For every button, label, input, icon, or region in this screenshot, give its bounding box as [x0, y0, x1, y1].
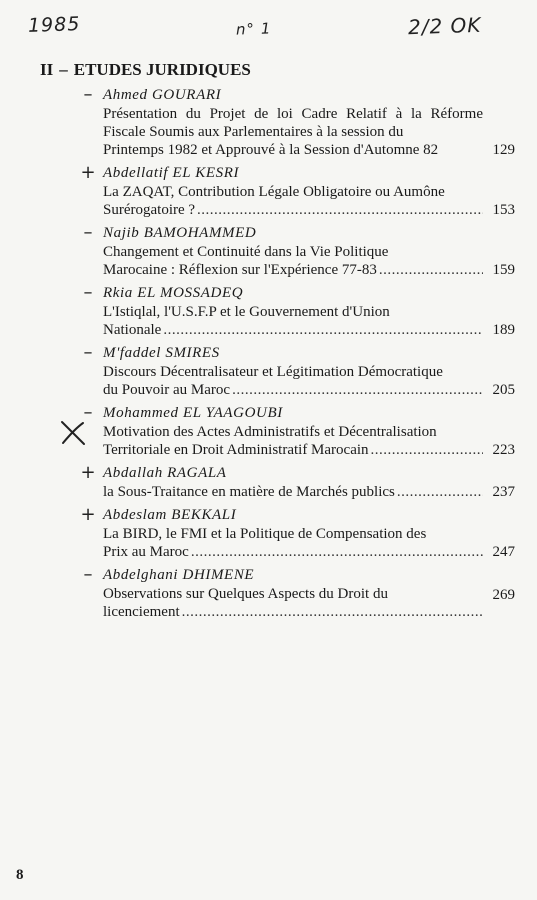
entry-title-line: Motivation des Actes Administratifs et Décentralisation	[103, 424, 437, 440]
entry-mark: –	[83, 282, 93, 303]
toc-entry	[0, 86, 537, 159]
handwritten-year: 1985	[27, 13, 81, 37]
entry-author: Abdeslam BEKKALI	[103, 507, 237, 523]
entry-title-line: La ZAQAT, Contribution Légale Obligatoire ou Aumône	[103, 184, 445, 200]
entry-title-line: Marocaine : Réflexion sur l'Expérience 77-83	[103, 262, 377, 278]
section-numeral: II	[40, 60, 54, 79]
entry-page: 247	[492, 544, 515, 560]
entry-title-line: La BIRD, le FMI et la Politique de Compensation des	[103, 526, 427, 542]
toc-entry	[0, 506, 537, 561]
entry-title	[103, 183, 483, 219]
section-dash: –	[59, 60, 68, 79]
toc-entry	[0, 566, 537, 621]
entry-author: Rkia EL MOSSADEQ	[103, 285, 244, 301]
entry-mark: –	[83, 222, 93, 243]
entry-author: Abdellatif EL KESRI	[103, 165, 240, 181]
entry-mark: –	[83, 564, 93, 585]
leader-dots	[191, 543, 483, 561]
entry-mark: –	[83, 402, 93, 423]
entry-title-line: Prix au Maroc	[103, 544, 189, 560]
entry-title	[103, 243, 483, 279]
entry-title-line: L'Istiqlal, l'U.S.F.P et le Gouvernement d'Union	[103, 304, 390, 320]
entry-title	[103, 105, 483, 159]
entry-title	[103, 525, 483, 561]
entry-mark: –	[83, 84, 93, 105]
entry-title	[103, 423, 483, 459]
footer-page-number: 8	[16, 867, 24, 883]
handwritten-cross-icon	[58, 418, 88, 448]
entry-page: 189	[492, 322, 515, 338]
leader-dots	[379, 261, 483, 279]
table-of-contents	[0, 86, 537, 626]
entry-title-line: du Pouvoir au Maroc	[103, 382, 231, 398]
section-title-text: ETUDES JURIDIQUES	[73, 60, 251, 79]
leader-dots	[232, 381, 483, 399]
toc-entry	[0, 284, 537, 339]
entry-author: Abdallah RAGALA	[103, 465, 227, 481]
entry-page: 237	[492, 484, 515, 500]
entry-title	[103, 303, 483, 339]
entry-title	[103, 363, 483, 399]
entry-mark: +	[80, 162, 96, 183]
entry-mark: –	[83, 342, 93, 363]
entry-title-line: la Sous-Traitance en matière de Marchés publics	[103, 484, 395, 500]
entry-author: Mohammed EL YAAGOUBI	[103, 405, 283, 421]
entry-title-line: Présentation du Projet de loi Cadre Relatif à la Réforme Fiscale Soumis aux Parlementaires à la session du	[103, 106, 483, 140]
entry-page: 129	[492, 142, 515, 158]
toc-entry	[0, 344, 537, 399]
entry-title-line: Territoriale en Droit Administratif Marocain	[103, 442, 369, 458]
entry-title-line: Surérogatoire ?	[103, 202, 196, 218]
section-title	[40, 60, 251, 80]
leader-dots	[163, 321, 483, 339]
entry-page: 269	[492, 587, 515, 603]
toc-entry	[0, 224, 537, 279]
entry-author: Abdelghani DHIMENE	[103, 567, 255, 583]
entry-page: 205	[492, 382, 515, 398]
entry-title	[103, 585, 483, 621]
entry-author: M'faddel SMIRES	[103, 345, 220, 361]
entry-page: 159	[492, 262, 515, 278]
entry-title-line: Nationale	[103, 322, 162, 338]
entry-page: 153	[492, 202, 515, 218]
toc-entry	[0, 164, 537, 219]
leader-dots	[397, 483, 483, 501]
entry-title-line: Observations sur Quelques Aspects du Droit du	[103, 586, 388, 602]
handwritten-status: 2/2 OK	[407, 12, 482, 40]
entry-page: 223	[492, 442, 515, 458]
entry-title-line: Discours Décentralisateur et Légitimation Démocratique	[103, 364, 443, 380]
toc-entry	[0, 464, 537, 501]
entry-mark: +	[80, 462, 96, 483]
entry-title-line: licenciement	[103, 604, 180, 620]
entry-title-line: Changement et Continuité dans la Vie Politique	[103, 244, 389, 260]
entry-author: Ahmed GOURARI	[103, 87, 222, 103]
handwritten-number: n° 1	[235, 19, 272, 39]
entry-title	[103, 483, 483, 501]
entry-mark: +	[80, 504, 96, 525]
entry-author: Najib BAMOHAMMED	[103, 225, 257, 241]
leader-dots	[371, 441, 483, 459]
entry-title-line: Printemps 1982 et Approuvé à la Session d'Automne 82	[103, 142, 439, 158]
leader-dots	[182, 603, 483, 621]
leader-dots	[197, 201, 483, 219]
